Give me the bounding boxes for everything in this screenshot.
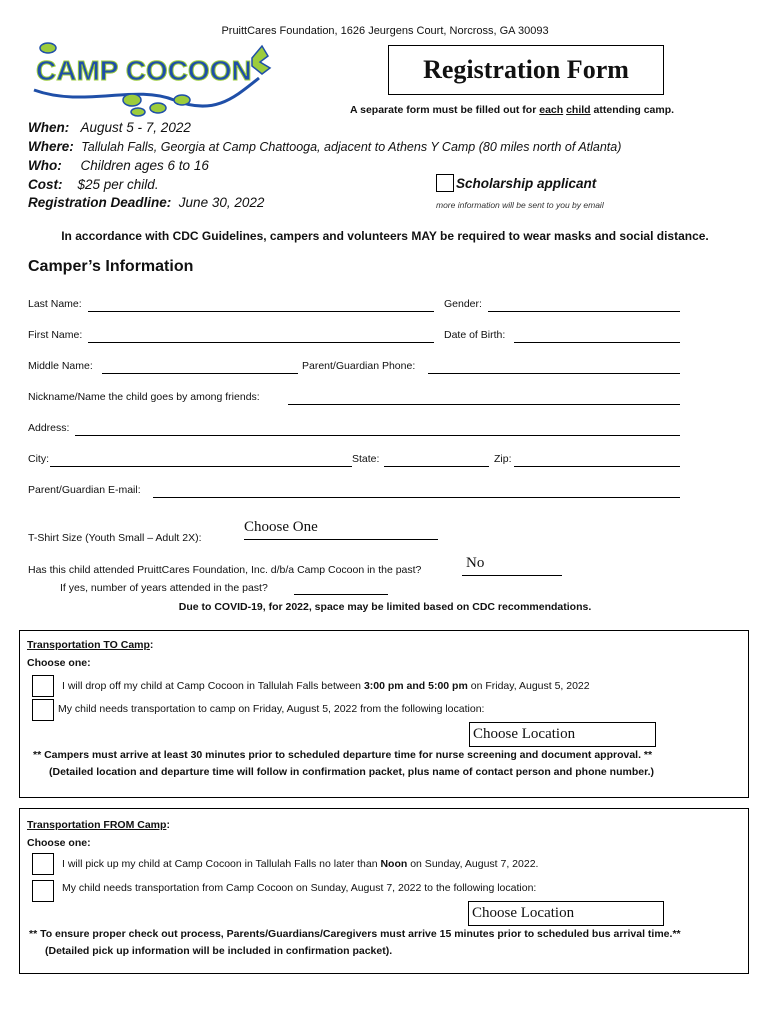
where-value: Tallulah Falls, Georgia at Camp Chattooga, adjacent to Athens Y Camp (80 miles north of Atlanta)	[81, 140, 622, 154]
who-line	[28, 158, 209, 173]
who-label: Who:	[28, 158, 62, 173]
transport-to-location-select[interactable]: Choose Location	[469, 722, 656, 747]
where-line	[28, 139, 621, 154]
first-name-label: First Name:	[28, 329, 83, 341]
transport-to-note-1: ** Campers must arrive at least 30 minutes prior to scheduled departure time for nurse screening and document approval. **	[33, 749, 653, 761]
dob-field[interactable]	[514, 342, 680, 343]
email-field[interactable]	[153, 497, 680, 498]
transport-to-heading-line	[27, 635, 153, 653]
who-value: Children ages 6 to 16	[80, 158, 209, 173]
foundation-address: PruittCares Foundation, 1626 Jeurgens Court, Norcross, GA 30093	[221, 25, 549, 37]
years-attended-label: If yes, number of years attended in the past?	[60, 582, 268, 594]
transportation-from-camp-box	[19, 808, 749, 974]
logo-leaf	[150, 103, 166, 113]
dob-label: Date of Birth:	[444, 329, 506, 341]
gender-label: Gender:	[444, 298, 482, 310]
cost-label: Cost:	[28, 177, 63, 192]
zip-field[interactable]	[514, 466, 680, 467]
logo-leaf	[131, 108, 145, 116]
pick-up-option	[62, 858, 538, 870]
where-label: Where:	[28, 139, 74, 154]
deadline-label: Registration Deadline:	[28, 195, 172, 210]
deadline-line	[28, 195, 264, 210]
transport-to-note-2: (Detailed location and departure time will follow in confirmation packet, plus name of contact person and phone number.)	[49, 766, 654, 778]
pick-up-option-pre: I will pick up my child at Camp Cocoon in Tallulah Falls no later than	[62, 858, 381, 870]
separate-form-note-each: each	[539, 104, 564, 116]
drop-off-checkbox[interactable]	[32, 675, 54, 697]
years-attended-field[interactable]	[294, 594, 388, 595]
city-label: City:	[28, 453, 49, 465]
deadline-value: June 30, 2022	[178, 195, 265, 210]
attended-value: No	[466, 555, 485, 571]
pick-up-option-time: Noon	[380, 858, 408, 870]
separate-form-note-child: child	[566, 104, 591, 116]
when-line	[28, 120, 191, 135]
middle-name-field[interactable]	[102, 373, 298, 374]
tshirt-label: T-Shirt Size (Youth Small – Adult 2X):	[28, 532, 202, 544]
attended-label: Has this child attended PruittCares Foundation, Inc. d/b/a Camp Cocoon in the past?	[28, 564, 422, 576]
cdc-notice: In accordance with CDC Guidelines, campers and volunteers MAY be required to wear masks and social distance.	[61, 229, 709, 243]
transport-from-colon: :	[166, 819, 170, 831]
scholarship-note: more information will be sent to you by email	[436, 200, 604, 210]
middle-name-label: Middle Name:	[28, 360, 93, 372]
transport-from-option: My child needs transportation from Camp Cocoon on Sunday, August 7, 2022 to the following location:	[62, 882, 537, 894]
butterfly-icon	[252, 46, 270, 74]
transport-to-checkbox[interactable]	[32, 699, 54, 721]
address-field[interactable]	[75, 435, 680, 436]
zip-label: Zip:	[494, 453, 512, 465]
logo-leaf	[123, 94, 141, 106]
camp-cocoon-logo	[24, 38, 274, 118]
nickname-field[interactable]	[288, 404, 680, 405]
address-label: Address:	[28, 422, 70, 434]
last-name-label: Last Name:	[28, 298, 82, 310]
transport-from-heading-line	[27, 815, 170, 833]
nickname-label: Nickname/Name the child goes by among friends:	[28, 391, 260, 403]
pick-up-checkbox[interactable]	[32, 853, 54, 875]
transport-from-heading: Transportation FROM Camp	[27, 819, 167, 831]
separate-form-note-pre: A separate form must be filled out for	[350, 104, 540, 116]
form-title: Registration Form	[388, 45, 664, 95]
logo-leaf	[174, 95, 190, 105]
cost-value: $25 per child.	[77, 177, 159, 192]
transport-from-note-1: ** To ensure proper check out process, Parents/Guardians/Caregivers must arrive 15 minutes prior to scheduled bus arrival time.**	[29, 928, 681, 940]
guardian-phone-field[interactable]	[428, 373, 680, 374]
scholarship-checkbox[interactable]	[436, 174, 454, 192]
tshirt-size-select[interactable]	[244, 519, 438, 540]
last-name-field[interactable]	[88, 311, 434, 312]
separate-form-note-post: attending camp.	[590, 104, 675, 116]
when-label: When:	[28, 120, 70, 135]
covid-notice: Due to COVID-19, for 2022, space may be limited based on CDC recommendations.	[178, 601, 592, 613]
guardian-phone-label: Parent/Guardian Phone:	[302, 360, 416, 372]
transport-from-choose-one: Choose one:	[27, 837, 91, 849]
logo-leaf	[40, 43, 56, 53]
transport-from-location-select[interactable]: Choose Location	[468, 901, 664, 926]
transport-to-colon: :	[149, 639, 154, 651]
transportation-to-camp-box	[19, 630, 749, 798]
scholarship-label: Scholarship applicant	[456, 176, 597, 191]
email-label: Parent/Guardian E-mail:	[28, 484, 141, 496]
transport-from-note-2: (Detailed pick up information will be included in confirmation packet).	[45, 945, 393, 957]
tshirt-size-value: Choose One	[244, 519, 318, 535]
when-value: August 5 - 7, 2022	[80, 120, 191, 135]
logo-wordmark: CAMP COCOON	[36, 55, 252, 86]
state-field[interactable]	[384, 466, 489, 467]
state-label: State:	[352, 453, 380, 465]
pick-up-option-post: on Sunday, August 7, 2022.	[407, 858, 539, 870]
drop-off-option-pre: I will drop off my child at Camp Cocoon in Tallulah Falls between	[62, 680, 364, 692]
drop-off-option-time: 3:00 pm and 5:00 pm	[363, 680, 468, 692]
first-name-field[interactable]	[88, 342, 434, 343]
transport-to-heading: Transportation TO Camp	[27, 639, 150, 651]
separate-form-note	[350, 104, 674, 116]
transport-to-choose-one: Choose one:	[27, 657, 91, 669]
transport-from-checkbox[interactable]	[32, 880, 54, 902]
cost-line	[28, 177, 159, 192]
drop-off-option-post: on Friday, August 5, 2022	[467, 680, 590, 692]
attended-select[interactable]	[462, 555, 562, 576]
gender-field[interactable]	[488, 311, 680, 312]
city-field[interactable]	[50, 466, 352, 467]
transport-to-option: My child needs transportation to camp on Friday, August 5, 2022 from the following location:	[58, 703, 485, 715]
drop-off-option	[62, 680, 590, 692]
campers-information-heading: Camper’s Information	[28, 258, 194, 275]
